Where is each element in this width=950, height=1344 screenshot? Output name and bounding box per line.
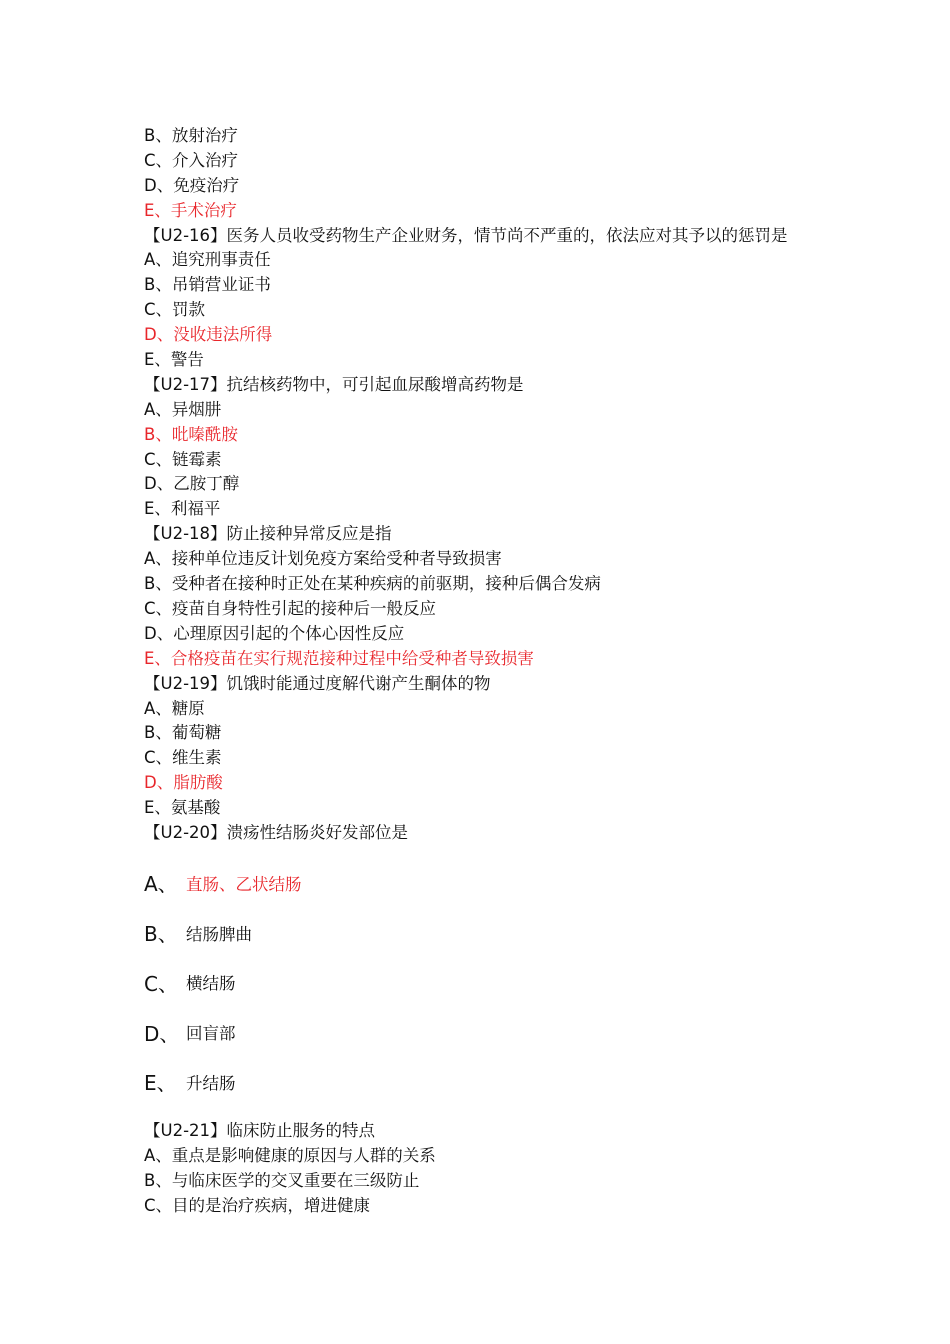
- question-u2-19: [144, 672, 824, 821]
- option-b: B、受种者在接种时正处在某种疾病的前驱期，接种后偶合发病: [144, 574, 601, 594]
- option-c: C、链霉素: [144, 449, 222, 469]
- option-mark: D、: [144, 1021, 180, 1046]
- option-text: 回盲部: [186, 1024, 236, 1044]
- option-d: [144, 1007, 824, 1057]
- option-b: B、吊销营业证书: [144, 275, 271, 295]
- option-a: A、重点是影响健康的原因与人群的关系: [144, 1145, 436, 1165]
- option-e: E、利福平: [144, 499, 221, 519]
- option-text: 升结肠: [186, 1073, 236, 1093]
- option-b: B、与临床医学的交叉重要在三级防止: [144, 1170, 420, 1190]
- option-text: 直肠、乙状结肠: [186, 874, 302, 894]
- option-a-answer: [144, 858, 824, 908]
- question-text: 【U2-16】医务人员收受药物生产企业财务，情节尚不严重的，依法应对其予以的惩罚是: [144, 225, 788, 245]
- option-e: [144, 1057, 824, 1107]
- option-d: D、心理原因引起的个体心因性反应: [144, 623, 405, 643]
- option-e-answer: E、手术治疗: [144, 200, 237, 220]
- option-b-answer: B、吡嗪酰胺: [144, 424, 238, 444]
- question-text: 【U2-18】防止接种异常反应是指: [144, 524, 392, 544]
- option-d: D、免疫治疗: [144, 175, 240, 195]
- option-c: C、罚款: [144, 300, 206, 320]
- question-u2-20: [144, 821, 824, 1119]
- option-c: [144, 957, 824, 1007]
- option-c: C、目的是治疗疾病，增进健康: [144, 1195, 371, 1215]
- option-a: A、追究刑事责任: [144, 250, 271, 270]
- question-u2-17: [144, 373, 824, 522]
- option-mark: C、: [144, 971, 178, 996]
- option-b: B、葡萄糖: [144, 723, 222, 743]
- option-b: [144, 908, 824, 958]
- option-c: C、介入治疗: [144, 150, 239, 170]
- option-e: E、警告: [144, 350, 204, 370]
- option-text: 结肠脾曲: [186, 924, 252, 944]
- option-d-answer: D、脂肪酸: [144, 773, 223, 793]
- option-d-answer: D、没收违法所得: [144, 325, 273, 345]
- option-e-answer: E、合格疫苗在实行规范接种过程中给受种者导致损害: [144, 648, 534, 668]
- option-d: D、乙胺丁醇: [144, 474, 240, 494]
- option-e: E、氨基酸: [144, 798, 221, 818]
- question-u2-21: [144, 1119, 824, 1219]
- question-u2-18: [144, 522, 824, 671]
- option-a: A、异烟肼: [144, 399, 222, 419]
- option-b: B、放射治疗: [144, 126, 238, 145]
- question-text: 【U2-17】抗结核药物中，可引起血尿酸增高药物是: [144, 374, 524, 394]
- question-u2-16: [144, 224, 824, 373]
- option-c: C、维生素: [144, 748, 222, 768]
- question-text: 【U2-20】溃疡性结肠炎好发部位是: [144, 822, 409, 842]
- option-mark: A、: [144, 872, 178, 897]
- option-mark: E、: [144, 1071, 177, 1096]
- option-mark: B、: [144, 922, 178, 947]
- option-a: A、接种单位违反计划免疫方案给受种者导致损害: [144, 549, 502, 569]
- option-text: 横结肠: [186, 974, 236, 994]
- option-a: A、糖原: [144, 698, 205, 718]
- document-page: [144, 124, 824, 1218]
- prev-question-options: [144, 124, 824, 224]
- option-c: C、疫苗自身特性引起的接种后一般反应: [144, 598, 437, 618]
- question-text: 【U2-19】饥饿时能通过度解代谢产生酮体的物: [144, 673, 491, 693]
- question-text: 【U2-21】临床防止服务的特点: [144, 1120, 376, 1140]
